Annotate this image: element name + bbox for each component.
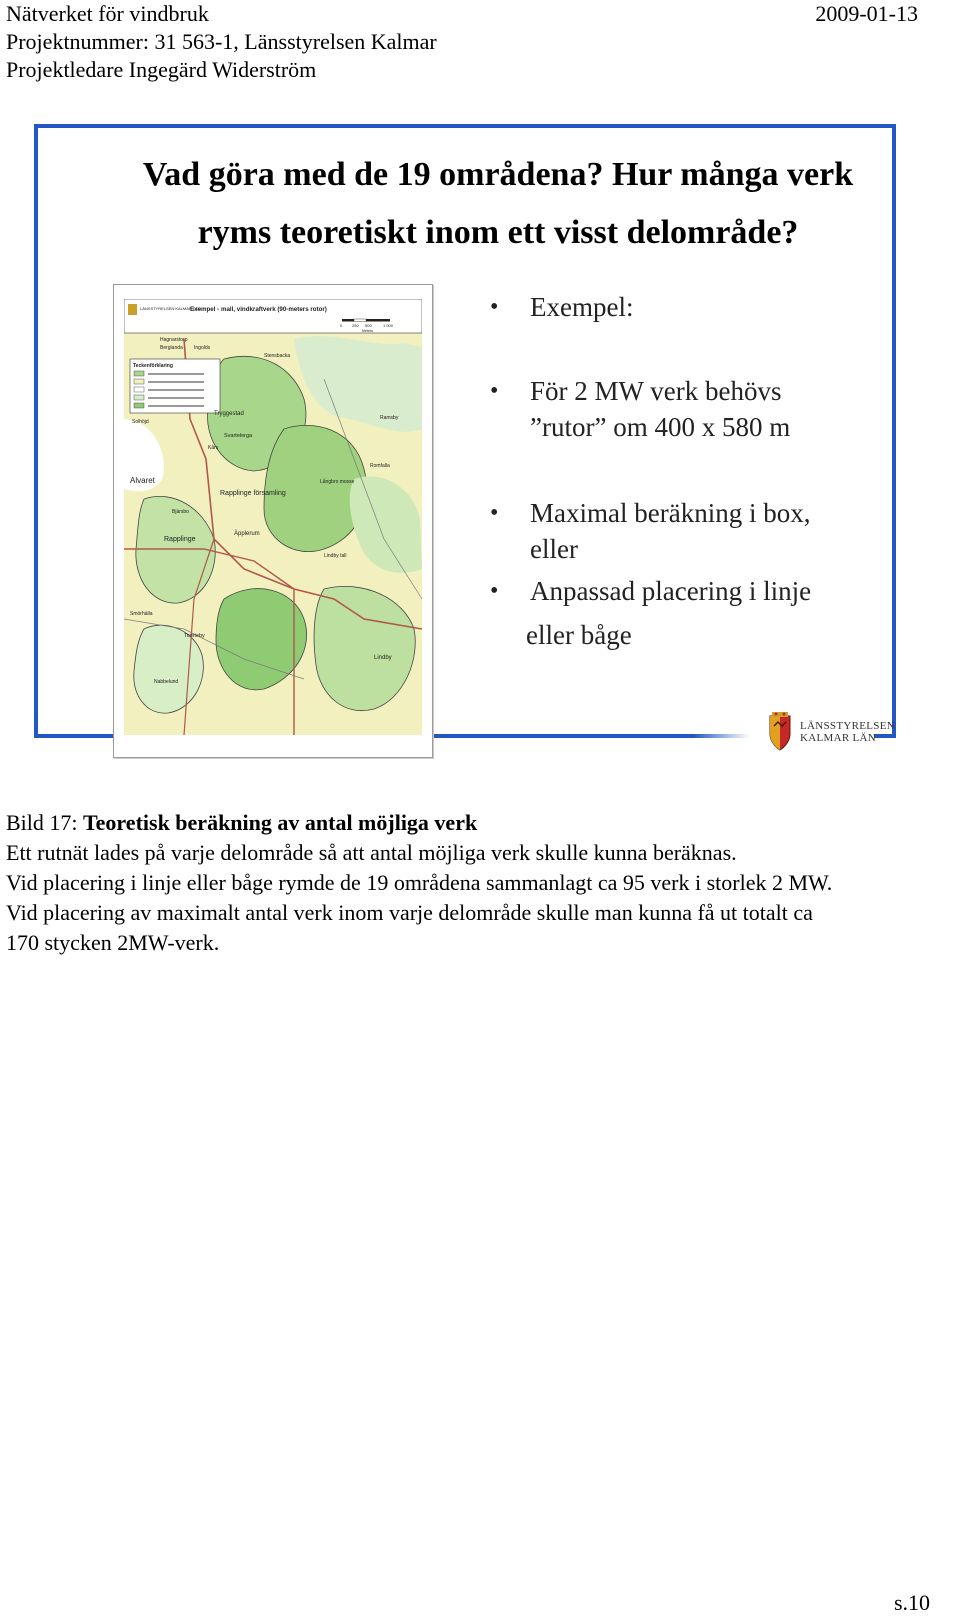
bullet-dot: • [490, 378, 499, 404]
map-place-kars: Kårs [208, 445, 219, 451]
map-place-smorhalla: Smörhälla [130, 611, 153, 617]
logo-text [800, 720, 895, 744]
map-scale-label-1: 250 [352, 323, 359, 328]
map-header-title: Exempel - mall, vindkraftverk (90-meters rotor) [190, 306, 327, 313]
map-header-left: LÄNSSTYRELSEN KALMAR LÄN [140, 306, 201, 311]
map-legend [130, 359, 220, 413]
caption-heading [6, 808, 956, 838]
lansstyrelsen-logo [766, 712, 895, 754]
map-place-ramsby: Ramsby [380, 415, 399, 421]
map-place-tryggestad: Tryggestad [214, 411, 244, 417]
map-scale-label-0: 0 [340, 323, 343, 328]
map-place-lindby-tall: Lindby tall [324, 553, 347, 559]
header-date: 2009-01-13 [815, 1, 918, 26]
map-place-hagnarstorp: Hagnarstorp [160, 337, 188, 343]
bullet-text: ”rutor” om 400 x 580 m [530, 412, 791, 442]
map-place-svartelerga: Svartelerga [224, 433, 253, 439]
bullet-text: För 2 MW verk behövs [530, 376, 782, 406]
bullet-text: Anpassad placering i linje [530, 576, 812, 606]
map-drawing [124, 299, 422, 735]
map-scale-unit: Meters [362, 329, 373, 333]
bullet-dot: • [490, 500, 499, 526]
bullet-dot: • [490, 294, 499, 320]
map-image [113, 284, 433, 758]
bullet-dot: • [490, 578, 499, 604]
map-place-lindby: Lindby [374, 655, 392, 661]
logo-text-line2: KALMAR LÄN [800, 732, 877, 744]
caption-line: 170 stycken 2MW-verk. [6, 930, 220, 955]
map-place-alvaret: Alvaret [130, 476, 155, 485]
map-place-nabbelund: Nabbelund [154, 679, 179, 685]
bullet-text: eller båge [526, 620, 632, 650]
map-place-langbro-mosse: Långbro mosse [320, 479, 355, 485]
slide-title-line1: Vad göra med de 19 områdena? Hur många verk [142, 156, 854, 193]
header-project-network: Nätverket för vindbruk [6, 1, 209, 26]
map-place-applerum: Äpplerum [234, 531, 260, 537]
map-place-berglanda: Berglanda [160, 345, 183, 351]
map-place-rapplinge: Rapplinge [164, 536, 196, 543]
logo-text-line1: LÄNSSTYRELSEN [800, 720, 895, 732]
bullet-text: Exempel: [530, 292, 634, 322]
map-legend-title: Teckenförklaring [133, 363, 173, 369]
page-number: s.10 [893, 1590, 930, 1615]
caption-line: Vid placering av maximalt antal verk inom varje delområde skulle man kunna få ut totalt ca [6, 900, 813, 925]
map-place-rapplinge-forsamling: Rapplinge församling [220, 490, 286, 497]
map-place-solhojd: Solhöjd [132, 419, 149, 425]
caption-title: Teoretisk beräkning av antal möjliga verk [83, 810, 478, 835]
header-project-leader: Projektledare Ingegärd Widerström [6, 57, 317, 82]
map-scale-label-2: 500 [365, 323, 372, 328]
bullet-text: eller [530, 534, 578, 564]
map-scale-label-3: 1 000 [383, 323, 394, 328]
map-place-tomteby: Tomteby [184, 633, 205, 639]
coat-of-arms-icon [766, 712, 794, 752]
map-place-ingolds: Ingolds [194, 345, 211, 351]
header-project-number: Projektnummer: 31 563-1, Länsstyrelsen Kalmar [6, 29, 437, 54]
caption-line: Vid placering i linje eller båge rymde de 19 områdena sammanlagt ca 95 verk i storlek 2 MW. [6, 870, 833, 895]
map-place-bjarsbo: Bjärsbo [172, 509, 189, 515]
slide-title [38, 146, 958, 262]
bullet-text: Maximal beräkning i box, [530, 498, 811, 528]
figure-caption [6, 808, 956, 958]
map-place-romfalla: Romfalla [370, 463, 390, 469]
caption-line: Ett rutnät lades på varje delområde så att antal möjliga verk skulle kunna beräknas. [6, 840, 737, 865]
caption-label: Bild 17: [6, 810, 84, 835]
map-place-stensbacka: Stensbacka [264, 353, 291, 359]
slide-title-line2: ryms teoretiskt inom ett visst delområde? [197, 214, 799, 251]
